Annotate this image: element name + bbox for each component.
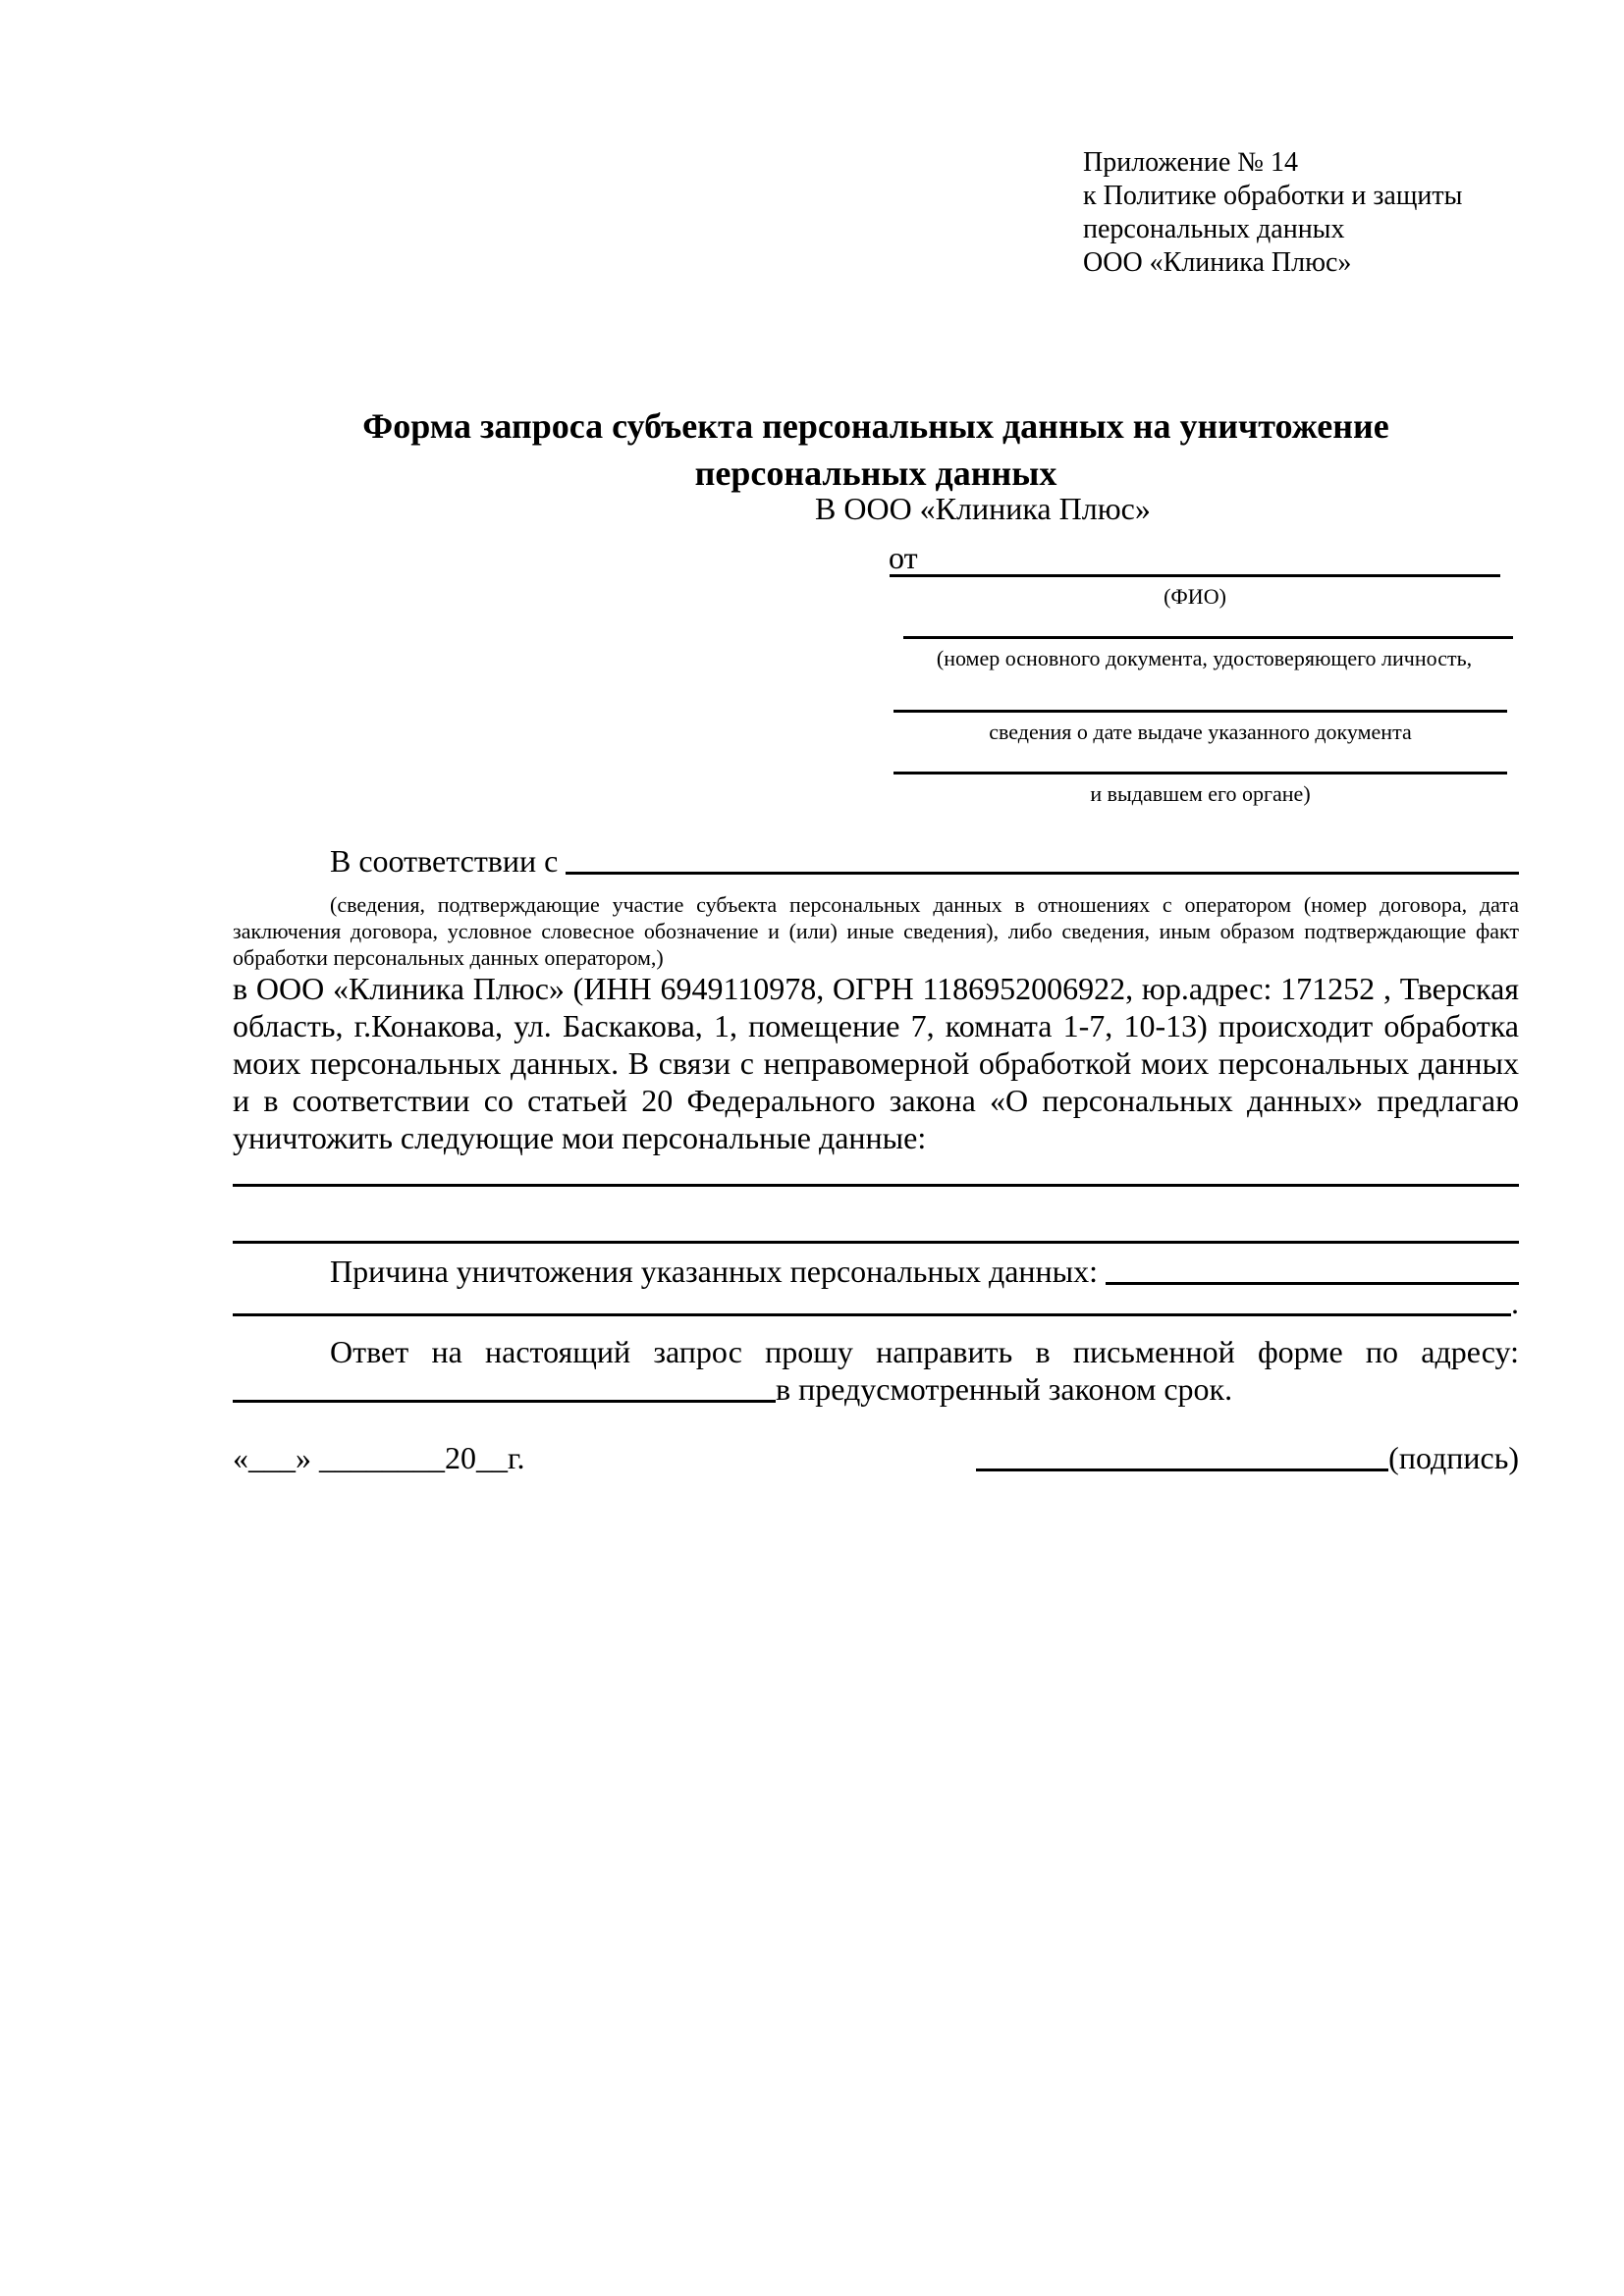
answer-tail-row: [233, 1370, 1519, 1408]
date-template: «___» ________20__г.: [233, 1440, 525, 1475]
appendix-line: к Политике обработки и защиты: [1083, 181, 1463, 211]
reason-blank-line: [1106, 1253, 1519, 1285]
date-signature-row: [233, 1439, 1519, 1476]
signature-caption: (подпись): [1388, 1440, 1519, 1475]
issue-org-caption: и выдавшем его органе): [1090, 781, 1311, 806]
document-blank-line: [903, 636, 1513, 639]
data-blank-line-2: [233, 1241, 1519, 1244]
signature-area: [976, 1439, 1519, 1476]
addressee-organization: В ООО «Клиника Плюс»: [815, 491, 1151, 526]
document-title: [233, 402, 1519, 497]
accordance-label: В соответствии с: [330, 843, 559, 879]
issue-date-blank-line: [893, 710, 1507, 713]
title-line: персональных данных: [694, 454, 1057, 493]
reason-blank-line-2: [233, 1284, 1511, 1316]
issue-org-blank-line: [893, 772, 1507, 774]
accordance-row: [233, 842, 1519, 880]
reason-label: Причина уничтожения указанных персональных данных:: [330, 1254, 1099, 1289]
appendix-line: ООО «Клиника Плюс»: [1083, 247, 1352, 278]
fio-caption: (ФИО): [1164, 584, 1226, 609]
reason-continuation-row: [233, 1284, 1519, 1321]
appendix-note: [1083, 146, 1462, 280]
from-label: от: [889, 540, 918, 575]
answer-request: Ответ на настоящий запрос прошу направить в письменной форме по адресу:: [330, 1334, 1519, 1369]
fine-print-note: (сведения, подтверждающие участие субъекта персональных данных в отношениях с оператором (номер договора, дата заключения договора, условное словесное обозначение и (или) иные сведения), либо сведения, иным образом подтверждающие факт обработки персональных данных оператором,): [233, 892, 1519, 970]
address-blank-line: [233, 1370, 776, 1403]
title-line: Форма запроса субъекта персональных данных на уничтожение: [362, 406, 1389, 446]
accordance-blank-line: [566, 842, 1519, 875]
data-blank-line-1: [233, 1184, 1519, 1187]
issue-date-caption: сведения о дате выдаче указанного документа: [989, 720, 1412, 744]
reason-period: .: [1511, 1285, 1519, 1320]
answer-tail-text: в предусмотренный законом срок.: [776, 1371, 1233, 1407]
appendix-line: персональных данных: [1083, 214, 1345, 244]
document-caption: (номер основного документа, удостоверяющего личность,: [936, 646, 1473, 670]
fio-blank-line: [890, 574, 1500, 577]
main-paragraph: в ООО «Клиника Плюс» (ИНН 6949110978, ОГРН 1186952006922, юр.адрес: 171252 , Тверская область, г.Конакова, ул. Баскакова, 1, помещение 7, комната 1-7, 10-13) происходит обработка моих персональных данных. В связи с неправомерной обработкой моих персональных данных и в соответствии со статьей 20 Федерального закона «О персональных данных» предлагаю уничтожить следующие мои персональные данные:: [233, 971, 1519, 1155]
appendix-line: Приложение № 14: [1083, 147, 1298, 178]
signature-blank-line: [976, 1439, 1388, 1471]
